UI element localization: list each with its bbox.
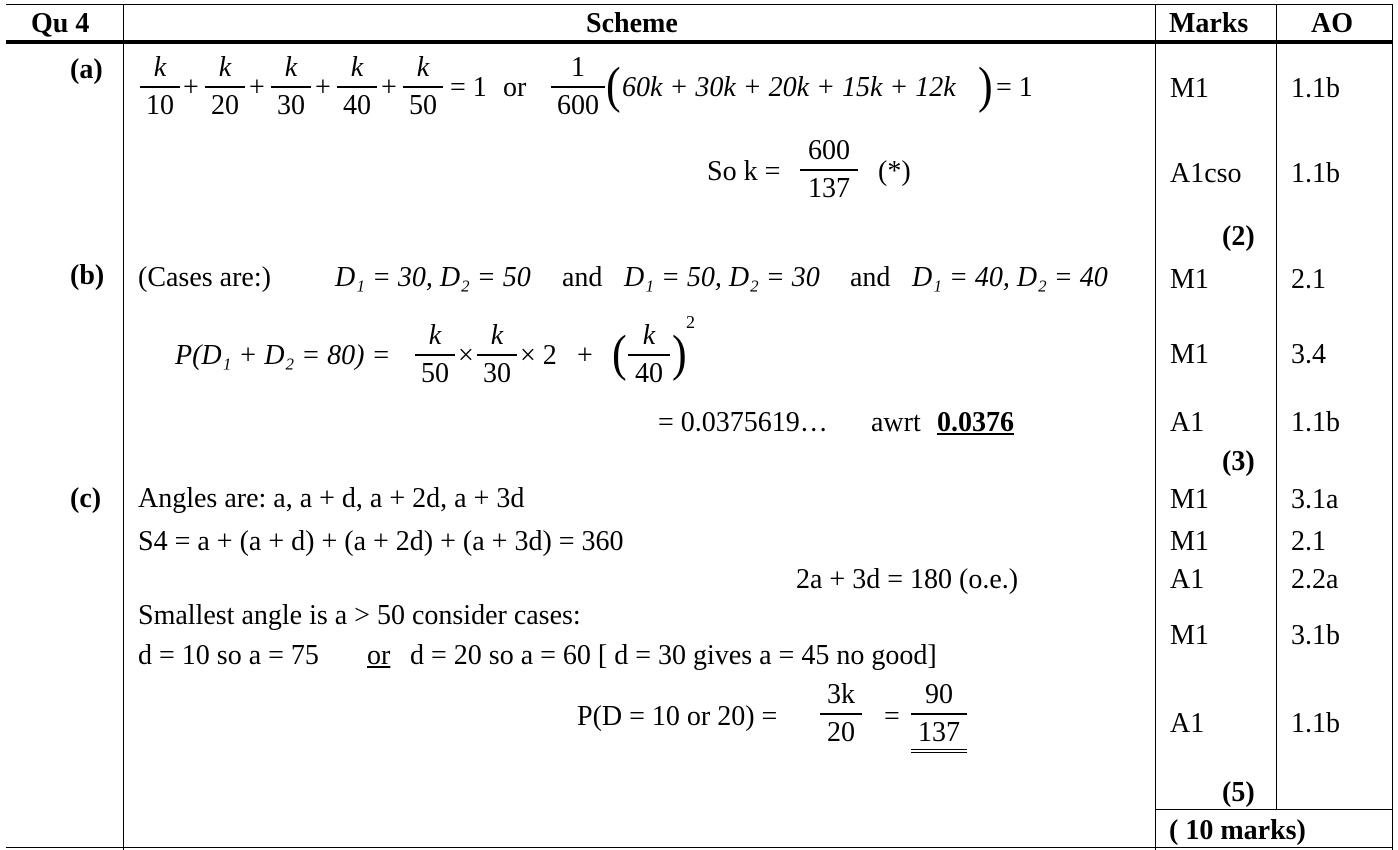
equals-sign: = [884,701,900,732]
equals-one: = 1 [450,72,487,103]
mark-b-3: A1 [1170,407,1205,438]
fraction-k-40: k 40 [337,54,377,120]
table-top-border [6,4,1392,5]
plus-sign: + [315,72,331,103]
case-d-20: d = 20 so a = 60 [ d = 30 gives a = 45 no good] [410,640,937,671]
ao-c-1: 3.1a [1291,484,1339,515]
right-paren: ) [672,325,687,382]
right-paren: ) [978,57,993,114]
ao-a-2: 1.1b [1291,158,1340,189]
mark-b-2: M1 [1170,339,1209,370]
probability-value: = 0.0375619… [658,407,828,438]
mark-a-2: A1cso [1170,158,1242,189]
so-k-equals: So k = [707,156,781,187]
probability-lhs: P(D₁ + D₂ = 80) = [175,340,391,371]
and-text: and [562,262,603,293]
total-marks: ( 10 marks) [1169,815,1306,846]
total-c: (5) [1222,777,1255,808]
col-divider-2 [1155,4,1156,850]
plus-sign: + [381,72,397,103]
part-a-label: (a) [70,54,103,85]
ao-b-3: 1.1b [1291,407,1340,438]
header-qu: Qu 4 [31,8,90,39]
ao-c-4: 3.1b [1291,620,1340,651]
mark-b-1: M1 [1170,264,1209,295]
or-underlined: or [367,640,391,671]
smallest-angle-line: Smallest angle is a > 50 consider cases: [138,600,581,631]
case-1: D₁ = 30, D₂ = 50 [335,262,531,293]
cases-label: (Cases are:) [138,262,271,293]
total-b: (3) [1222,446,1255,477]
angles-line: Angles are: a, a + d, a + 2d, a + 3d [138,483,525,514]
ao-b-1: 2.1 [1291,264,1326,295]
fraction-k-50-b: k 50 [415,322,455,388]
mark-a-1: M1 [1170,73,1209,104]
mark-c-5: A1 [1170,708,1205,739]
mark-c-1: M1 [1170,484,1209,515]
col-divider-1 [123,4,124,850]
total-a: (2) [1222,221,1255,252]
left-paren: ( [606,57,621,114]
fraction-90-137: 90 137 [911,681,967,753]
mark-c-3: A1 [1170,564,1205,595]
fraction-k-10: k 10 [140,54,180,120]
sum-line: S4 = a + (a + d) + (a + 2d) + (a + 3d) = 360 [138,526,624,557]
header-bottom-border [6,40,1392,44]
fraction-3k-20: 3k 20 [820,681,862,747]
total-top-border [1155,809,1392,810]
table-bottom-border [6,847,1392,848]
probability-c-lhs: P(D = 10 or 20) = [577,701,778,732]
left-paren: ( [612,325,627,382]
fraction-k-30-b: k 30 [477,322,517,388]
case-3: D₁ = 40, D₂ = 40 [912,262,1108,293]
fraction-k-50: k 50 [403,54,443,120]
ao-c-3: 2.2a [1291,564,1339,595]
case-d-10: d = 10 so a = 75 [138,640,319,671]
equation-line: 2a + 3d = 180 (o.e.) [796,564,1019,595]
ao-b-2: 3.4 [1291,339,1326,370]
ao-c-2: 2.1 [1291,526,1326,557]
alt-equals-one: = 1 [996,72,1033,103]
col-divider-4 [1392,4,1393,850]
fraction-1-600: 1 600 [551,54,605,120]
mark-c-2: M1 [1170,526,1209,557]
plus-sign: + [249,72,265,103]
header-ao: AO [1311,8,1353,39]
fraction-k-30: k 30 [271,54,311,120]
or-text: or [503,72,527,103]
fraction-600-137: 600 137 [800,137,858,203]
plus-sign: + [577,340,593,371]
and-text: and [850,262,891,293]
fraction-k-20: k 20 [205,54,245,120]
ao-a-1: 1.1b [1291,73,1340,104]
header-marks: Marks [1169,8,1249,39]
answer-0-0376: 0.0376 [937,407,1014,438]
col-divider-3 [1276,4,1277,809]
part-c-label: (c) [70,483,102,514]
awrt-text: awrt [871,407,921,438]
alt-expression: 60k + 30k + 20k + 15k + 12k [622,72,956,103]
part-b-label: (b) [70,260,105,291]
star-marker: (*) [878,156,911,187]
header-scheme: Scheme [586,8,678,39]
ao-c-5: 1.1b [1291,708,1340,739]
plus-sign: + [183,72,199,103]
times-two: × 2 [520,340,557,371]
times-sign: × [458,340,474,371]
mark-c-4: M1 [1170,620,1209,651]
power-two: 2 [686,312,695,332]
fraction-k-40-b: k 40 [628,322,670,388]
case-2: D₁ = 50, D₂ = 30 [624,262,820,293]
